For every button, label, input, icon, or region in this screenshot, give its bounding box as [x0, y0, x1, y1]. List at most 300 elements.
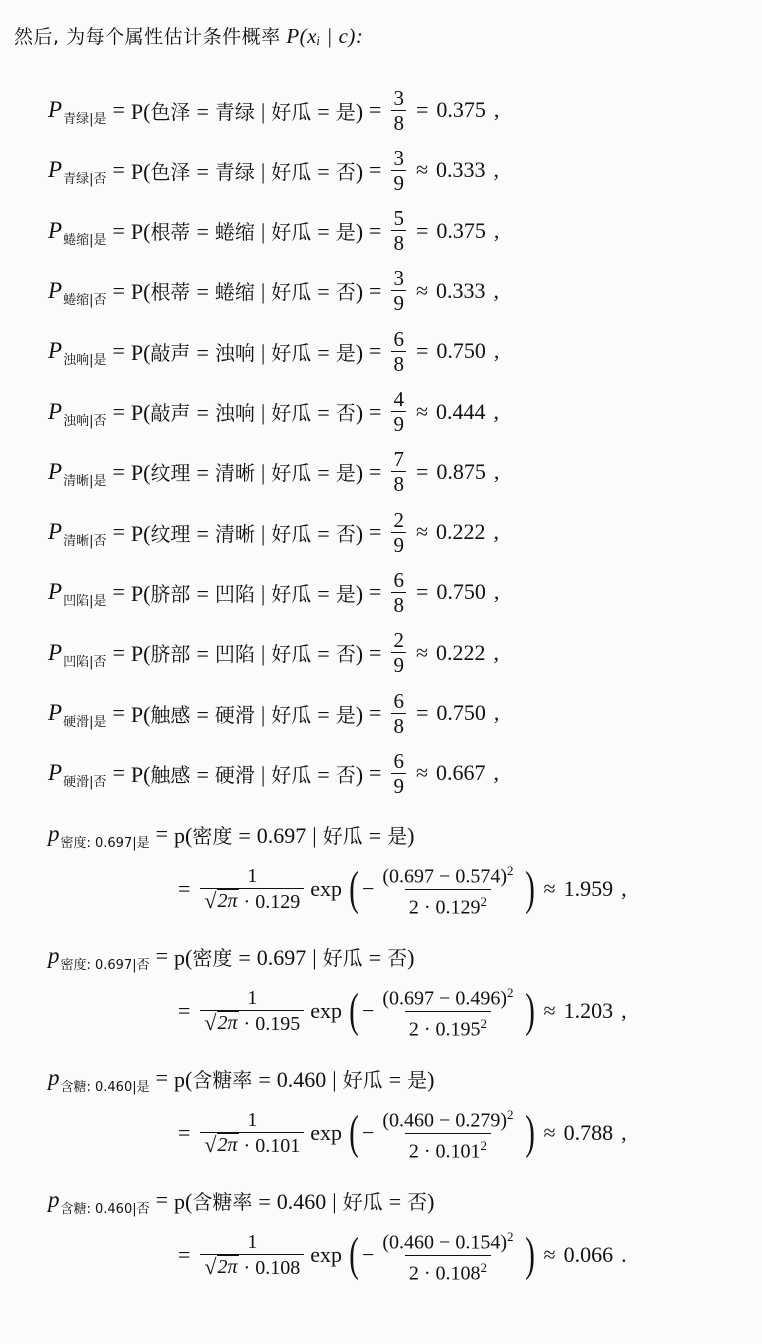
equals: = [112, 579, 125, 605]
denominator [200, 1010, 304, 1036]
denominator: 8 [393, 472, 404, 497]
relation: ≈ [415, 639, 429, 665]
equals: = [388, 1066, 402, 1092]
equals: = [196, 761, 209, 787]
attribute-value: 蜷缩 [214, 220, 255, 245]
attribute-value: 青绿 [214, 99, 255, 124]
symbol-p: P [48, 338, 63, 364]
class-value: 是 [335, 581, 356, 606]
sigma-value: 0.195 [435, 1018, 481, 1041]
equals: = [196, 400, 209, 425]
approx: ≈ [543, 876, 556, 901]
equals: = [112, 519, 125, 545]
equals: = [317, 400, 330, 425]
radical-sign: √ [204, 888, 217, 913]
bar: | [260, 158, 266, 184]
conditional-expr [174, 1064, 434, 1093]
fraction [391, 266, 406, 315]
class-label: 好瓜 [271, 521, 312, 546]
paren: ) [407, 944, 415, 970]
result-value: 0.750 [436, 700, 486, 725]
probability-symbol [48, 97, 107, 127]
power: 2 [507, 1106, 514, 1122]
conditional-expr [131, 578, 363, 607]
class-value: 是 [335, 220, 356, 245]
probability-row [48, 203, 499, 259]
result-value: 0.222 [436, 639, 486, 665]
equals: = [155, 943, 169, 968]
attribute-value: 清晰 [214, 521, 255, 546]
x-value: 0.697 [256, 944, 307, 970]
class-label: 好瓜 [271, 581, 312, 606]
result-value: 0.667 [436, 760, 486, 786]
fraction [391, 146, 406, 195]
equals: = [178, 998, 191, 1023]
attribute-name: 色泽 [150, 159, 191, 184]
equals: = [112, 217, 125, 243]
equals: = [112, 760, 125, 786]
sqrt-expression [204, 1133, 238, 1157]
equals: = [196, 98, 209, 124]
equals: = [112, 398, 125, 424]
equals: = [369, 398, 382, 424]
equals: = [196, 701, 209, 727]
two: 2 · [408, 1262, 436, 1285]
power: 2 [480, 893, 488, 909]
conditional-expr [131, 276, 363, 305]
conditional-expr [174, 820, 414, 849]
fraction [391, 86, 406, 135]
mu-value: 0.279 [455, 1109, 501, 1132]
equals: = [178, 876, 191, 901]
result-value: 0.444 [436, 398, 486, 424]
density-formula [172, 1098, 627, 1168]
comma: , [493, 760, 500, 786]
class-value: 是 [335, 461, 356, 486]
fraction [391, 508, 406, 557]
fraction [391, 387, 406, 436]
attribute-value: 青绿 [214, 159, 255, 184]
subscript: 青绿|是 [63, 112, 107, 127]
denominator: 9 [393, 412, 404, 436]
numerator: 6 [393, 567, 404, 592]
denominator [200, 1132, 304, 1158]
paren: ) [355, 460, 364, 486]
comma: , [493, 398, 500, 424]
terminator: , [621, 876, 627, 901]
probability-symbol [48, 458, 107, 489]
x-value: 0.697 [256, 822, 307, 848]
subscript: 凹陷|否 [63, 654, 107, 670]
class-label: 好瓜 [271, 762, 312, 787]
equals: = [112, 97, 125, 122]
probability-row [48, 745, 499, 801]
exponent-fraction [378, 1103, 517, 1163]
equals: = [369, 760, 382, 786]
two: 2 · [408, 1018, 436, 1041]
sigma-value: 0.129 [255, 891, 301, 913]
equals: = [369, 700, 382, 725]
exponent-fraction [378, 981, 517, 1041]
equals: = [369, 97, 382, 122]
class-value: 否 [335, 280, 356, 305]
class-label: 好瓜 [342, 1067, 383, 1092]
attribute-name: 色泽 [150, 99, 191, 124]
bar: | [260, 219, 266, 245]
symbol-p: p( [174, 1188, 193, 1214]
result-value: 0.375 [436, 217, 486, 243]
density-symbol [48, 1065, 150, 1095]
sqrt-expression [204, 1255, 238, 1279]
probability-symbol [48, 700, 107, 730]
result-value: 0.788 [563, 1120, 614, 1145]
approx: ≈ [543, 1120, 556, 1145]
paren: ( [382, 1109, 390, 1132]
numerator: 4 [393, 387, 404, 411]
class-label: 好瓜 [271, 401, 312, 425]
bar: | [312, 944, 317, 970]
numerator: 1 [247, 865, 258, 887]
comma: , [493, 217, 500, 243]
symbol-p: P [48, 157, 63, 183]
attribute-name: 含糖率 [192, 1067, 253, 1092]
result-value: 0.333 [436, 157, 486, 183]
denominator: 9 [393, 773, 404, 798]
numerator: 2 [393, 628, 404, 653]
terminator: , [621, 1120, 627, 1145]
symbol-p: P [48, 639, 63, 665]
sigma-value: 0.101 [435, 1140, 481, 1163]
conditional-expr [131, 397, 363, 426]
class-label: 好瓜 [271, 280, 312, 305]
class-label: 好瓜 [271, 159, 312, 184]
fraction [391, 447, 406, 496]
conditional-expr [131, 518, 363, 547]
numerator: 1 [247, 987, 258, 1009]
equals: = [369, 519, 382, 545]
attribute-name: 根蒂 [150, 280, 191, 305]
dot: · [238, 1135, 256, 1157]
radical-sign: √ [204, 1254, 217, 1279]
coefficient-fraction [200, 1108, 304, 1158]
exp-function: exp [310, 998, 342, 1023]
minus: − [434, 1231, 456, 1254]
comma: , [493, 458, 500, 484]
comma: , [493, 157, 500, 183]
attribute-value: 浊响 [214, 340, 255, 365]
attribute-name: 敲声 [150, 340, 191, 365]
fraction [391, 689, 406, 738]
attribute-name: 触感 [150, 702, 191, 727]
attribute-name: 密度 [192, 945, 233, 970]
attribute-name: 密度 [192, 823, 233, 848]
probability-symbol [48, 217, 107, 248]
symbol-p: P( [130, 279, 151, 305]
mu-value: 0.496 [455, 987, 501, 1010]
equals: = [369, 217, 382, 243]
bar: | [260, 641, 266, 667]
class-value: 是 [335, 340, 356, 365]
attribute-value: 蜷缩 [214, 280, 255, 305]
comma: , [493, 700, 500, 725]
relation: ≈ [415, 398, 429, 424]
attribute-value: 清晰 [214, 461, 255, 486]
paren: ) [500, 987, 507, 1010]
bar: | [260, 701, 266, 727]
paren: ) [355, 520, 364, 546]
left-paren: ( [349, 1106, 359, 1159]
subscript: 含糖: 0.460|是 [60, 1080, 150, 1095]
class-value: 是 [335, 99, 356, 124]
equals: = [369, 157, 382, 183]
equals: = [369, 338, 382, 364]
equals: = [388, 1188, 402, 1214]
result-value: 0.066 [563, 1242, 614, 1267]
equals: = [196, 339, 209, 365]
sigma-value: 0.108 [435, 1262, 481, 1285]
symbol-p: P [48, 579, 63, 605]
class-value: 否 [335, 401, 356, 425]
denominator: 8 [393, 351, 404, 376]
comma: , [493, 97, 500, 122]
intro-line [14, 22, 363, 49]
probability-row [48, 444, 499, 500]
equals: = [317, 701, 330, 727]
sqrt-expression [204, 889, 238, 913]
bar: | [260, 98, 266, 124]
approx: ≈ [543, 998, 556, 1023]
symbol-p: P [48, 217, 63, 243]
equals: = [317, 219, 330, 245]
symbol-p: P [48, 519, 63, 545]
attribute-value: 凹陷 [214, 581, 255, 606]
exp-function: exp [310, 1242, 342, 1267]
attribute-name: 纹理 [150, 521, 191, 546]
paren: ( [382, 865, 390, 888]
conditional-expr [131, 638, 363, 667]
paren: ) [355, 219, 364, 245]
paren: ) [500, 1109, 507, 1132]
coefficient-fraction [200, 986, 304, 1036]
attribute-value: 硬滑 [214, 762, 255, 787]
relation: = [415, 97, 429, 122]
bar: | [332, 1188, 337, 1214]
fraction [391, 568, 406, 617]
conditional-expr [174, 1186, 434, 1215]
equals: = [369, 458, 382, 484]
subscript: 凹陷|是 [63, 594, 107, 610]
symbol-p: P( [130, 219, 151, 245]
left-paren: ( [349, 1228, 359, 1281]
relation: = [415, 217, 429, 243]
equals: = [317, 641, 330, 667]
probability-symbol [48, 277, 107, 308]
numerator: 6 [393, 688, 404, 713]
equals: = [112, 458, 125, 484]
dot: · [238, 1013, 256, 1035]
subscript: 浊响|是 [63, 353, 107, 369]
approx: ≈ [543, 1242, 556, 1267]
bar: | [260, 520, 266, 546]
sigma-value: 0.101 [255, 1135, 301, 1157]
relation: ≈ [415, 519, 429, 545]
equals: = [178, 1120, 191, 1145]
symbol-p: P( [130, 520, 151, 546]
class-value: 否 [335, 521, 356, 546]
equals: = [317, 158, 330, 184]
equals: = [112, 338, 125, 364]
x-value: 0.697 [389, 987, 435, 1010]
mu-value: 0.154 [455, 1231, 501, 1254]
probability-row [48, 142, 499, 198]
class-label: 好瓜 [271, 702, 312, 727]
equals: = [258, 1066, 271, 1092]
dot: · [238, 1257, 256, 1279]
result-value: 0.750 [436, 338, 486, 364]
comma: , [493, 579, 500, 605]
symbol-p: p [48, 943, 60, 968]
subscript: 密度: 0.697|是 [60, 836, 150, 851]
subscript: 清晰|是 [63, 473, 107, 489]
x-value: 0.460 [389, 1231, 435, 1254]
relation: = [415, 700, 429, 725]
probability-symbol [48, 519, 107, 550]
bar: | [260, 580, 266, 606]
paren: ) [500, 865, 507, 888]
probability-symbol [48, 398, 107, 429]
class-label: 好瓜 [322, 823, 363, 848]
paren: ) [427, 1188, 435, 1214]
class-value: 是 [335, 702, 356, 727]
class-label: 好瓜 [271, 461, 312, 486]
equals: = [178, 1242, 191, 1267]
sigma-value: 0.108 [255, 1257, 301, 1279]
probability-row [48, 384, 499, 440]
equals: = [112, 157, 125, 183]
paren: ) [500, 1231, 507, 1254]
power: 2 [480, 1259, 488, 1275]
power: 2 [480, 1137, 488, 1153]
probability-row [48, 323, 499, 379]
symbol-p: P [48, 458, 63, 484]
density-symbol [48, 1187, 150, 1217]
two: 2 · [408, 1140, 436, 1163]
attribute-value: 硬滑 [214, 702, 255, 727]
probability-symbol [48, 579, 107, 610]
relation: ≈ [415, 157, 429, 183]
probability-row [48, 625, 499, 681]
minus: − [361, 998, 375, 1023]
bar: | [260, 279, 266, 305]
probability-symbol [48, 338, 107, 369]
exponent-fraction [378, 1225, 517, 1285]
denominator [405, 1133, 491, 1164]
result-value: 1.959 [563, 876, 614, 901]
bar: | [260, 761, 266, 787]
numerator: 2 [393, 507, 404, 532]
attribute-name: 触感 [150, 762, 191, 787]
attribute-name: 纹理 [150, 461, 191, 486]
minus: − [434, 987, 456, 1010]
denominator [405, 1255, 491, 1286]
numerator: 3 [393, 145, 404, 170]
attribute-name: 脐部 [150, 642, 191, 667]
equals: = [196, 219, 209, 245]
x-value: 0.460 [276, 1188, 327, 1214]
probability-row [48, 564, 499, 620]
symbol-p: P( [130, 98, 151, 124]
fraction [391, 206, 406, 255]
bar: | [332, 1066, 337, 1092]
intro-formula: P(xᵢ | c): [286, 24, 364, 48]
subscript: 密度: 0.697|否 [60, 958, 150, 973]
symbol-p: P [48, 760, 63, 786]
x-value: 0.460 [276, 1066, 327, 1092]
denominator [405, 1011, 491, 1042]
class-value: 否 [335, 642, 356, 667]
comma: , [493, 639, 500, 665]
coefficient-fraction [200, 864, 304, 914]
density-formula [172, 1220, 627, 1290]
equals: = [368, 822, 382, 848]
class-value: 否 [335, 762, 356, 787]
density-symbol [48, 943, 150, 973]
class-value: 是 [407, 1067, 428, 1092]
paren: ) [355, 279, 364, 305]
paren: ) [355, 98, 364, 124]
attribute-name: 脐部 [150, 581, 191, 606]
minus: − [434, 1109, 456, 1132]
equals: = [369, 639, 382, 665]
denominator: 8 [393, 110, 404, 135]
conditional-expr [131, 457, 363, 486]
mu-value: 0.574 [455, 865, 501, 888]
class-label: 好瓜 [271, 220, 312, 245]
paren: ) [355, 339, 364, 365]
paren: ) [355, 761, 364, 787]
class-label: 好瓜 [271, 642, 312, 667]
denominator: 9 [393, 653, 404, 678]
symbol-p: P( [130, 761, 151, 787]
x-value: 0.697 [389, 865, 435, 888]
sqrt-expression [204, 1011, 238, 1035]
symbol-p: P [48, 700, 63, 725]
radical-sign: √ [204, 1132, 217, 1157]
denominator: 8 [393, 231, 404, 256]
paren: ) [355, 641, 364, 667]
denominator: 9 [393, 291, 404, 316]
paren: ) [427, 1066, 435, 1092]
equals: = [112, 639, 125, 665]
numerator: 3 [393, 85, 404, 110]
intro-text: 然后, 为每个属性估计条件概率 [14, 26, 281, 48]
density-formula [172, 976, 627, 1046]
fraction [391, 749, 406, 798]
denominator: 8 [393, 713, 404, 738]
minus: − [361, 1120, 375, 1145]
conditional-expr [131, 216, 363, 245]
exponent-fraction [378, 859, 517, 919]
equals: = [196, 279, 209, 305]
denominator: 9 [393, 170, 404, 195]
equals: = [196, 520, 209, 546]
equals: = [155, 821, 169, 846]
right-paren: ) [524, 984, 535, 1037]
exp-function: exp [310, 876, 342, 901]
symbol-p: p( [174, 944, 193, 970]
probability-row [48, 82, 499, 138]
equals: = [317, 520, 330, 546]
